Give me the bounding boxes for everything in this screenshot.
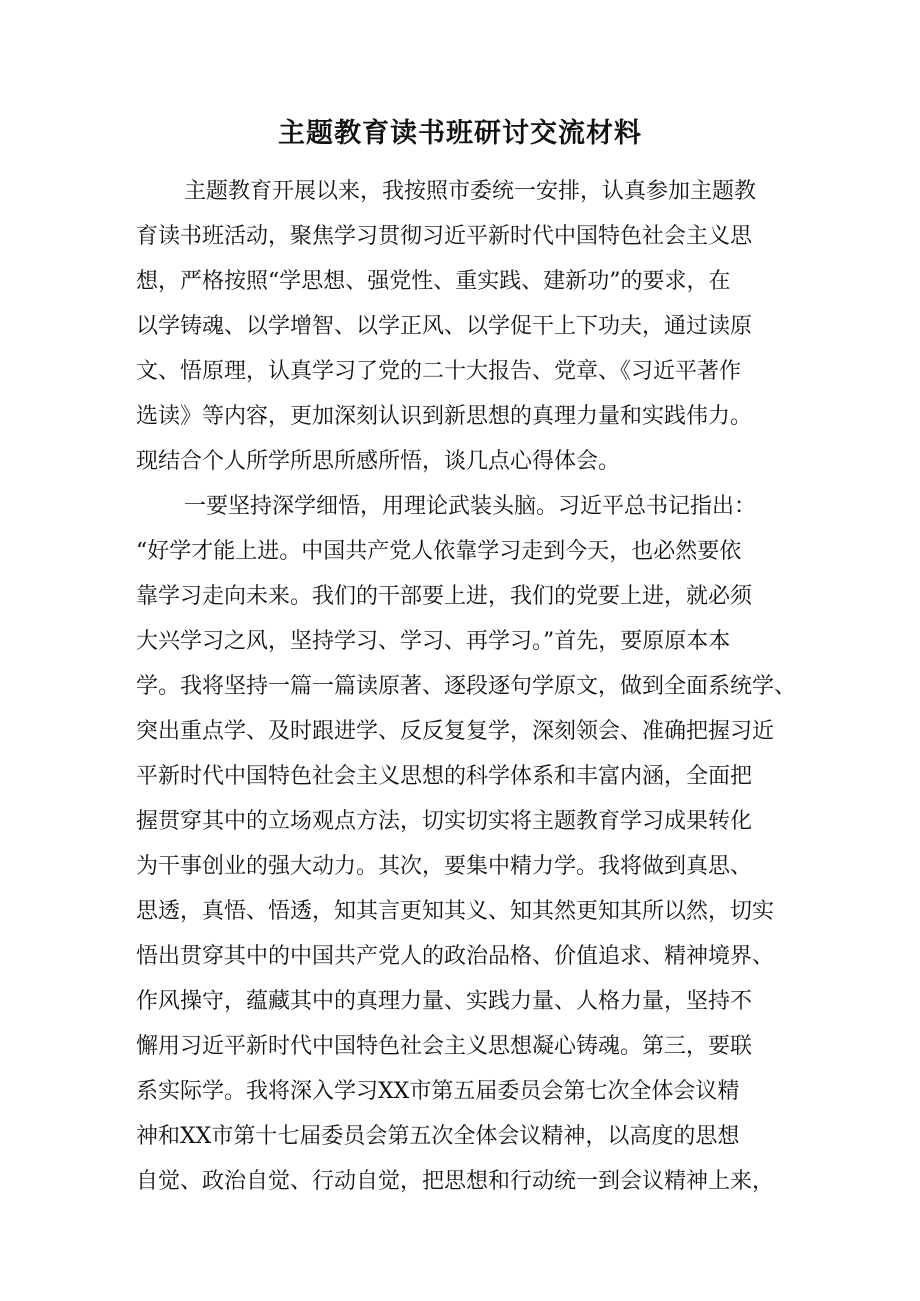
paragraph-2-line-12: 作风操守，蕴藏其中的真理力量、实践力量、人格力量，坚持不 (136, 989, 753, 1014)
paragraph-1-line-7: 现结合个人所学所思所感所悟，谈几点心得体会。 (136, 449, 621, 474)
paragraph-2-line-8: 握贯穿其中的立场观点方法，切实切实将主题教育学习成果转化 (136, 809, 753, 834)
paragraph-2-line-7: 平新时代中国特色社会主义思想的科学体系和丰富内涵，全面把 (136, 764, 753, 789)
paragraph-2-line-10: 思透，真悟、悟透，知其言更知其义、知其然更知其所以然，切实 (136, 899, 775, 924)
paragraph-2-line-9: 为干事创业的强大动力。其次，要集中精力学。我将做到真思、 (136, 854, 753, 879)
paragraph-2-line-15: 神和XX市第十七届委员会第五次全体会议精神，以高度的思想 (136, 1124, 740, 1149)
paragraph-2-line-3: 靠学习走向未来。我们的干部要上进，我们的党要上进，就必须 (136, 584, 753, 609)
paragraph-2-line-6: 突出重点学、及时跟进学、反反复复学，深刻领会、准确把握习近 (136, 719, 775, 744)
paragraph-1-line-2: 育读书班活动，聚焦学习贯彻习近平新时代中国特色社会主义思 (136, 224, 753, 249)
paragraph-1-line-6: 选读》等内容，更加深刻认识到新思想的真理力量和实践伟力。 (136, 404, 753, 429)
paragraph-2-line-16: 自觉、政治自觉、行动自觉，把思想和行动统一到会议精神上来， (136, 1169, 775, 1194)
paragraph-1-line-5: 文、悟原理，认真学习了党的二十大报告、党章、《习近平著作 (136, 359, 742, 384)
paragraph-1-line-4: 以学铸魂、以学增智、以学正风、以学促干上下功夫，通过读原 (136, 314, 753, 339)
paragraph-2-line-5: 学。我将坚持一篇一篇读原著、逐段逐句学原文，做到全面系统学、 (136, 674, 797, 699)
paragraph-2-line-1: 一要坚持深学细悟，用理论武装头脑。习近平总书记指出： (184, 494, 757, 519)
paragraph-2-line-13: 懈用习近平新时代中国特色社会主义思想凝心铸魂。第三，要联 (136, 1034, 753, 1059)
paragraph-1-line-1: 主题教育开展以来，我按照市委统一安排，认真参加主题教 (184, 179, 757, 204)
document-title: 主题教育读书班研讨交流材料 (278, 118, 642, 149)
paragraph-2-line-4: 大兴学习之风，坚持学习、学习、再学习。”首先，要原原本本 (136, 629, 731, 654)
paragraph-2-line-14: 系实际学。我将深入学习XX市第五届委员会第七次全体会议精 (136, 1079, 740, 1104)
paragraph-1-line-3: 想，严格按照“学思想、强党性、重实践、建新功”的要求，在 (136, 269, 731, 294)
paragraph-2-line-11: 悟出贯穿其中的中国共产党人的政治品格、价值追求、精神境界、 (136, 944, 775, 969)
paragraph-2-line-2: “好学才能上进。中国共产党人依靠学习走到今天，也必然要依 (136, 539, 742, 564)
